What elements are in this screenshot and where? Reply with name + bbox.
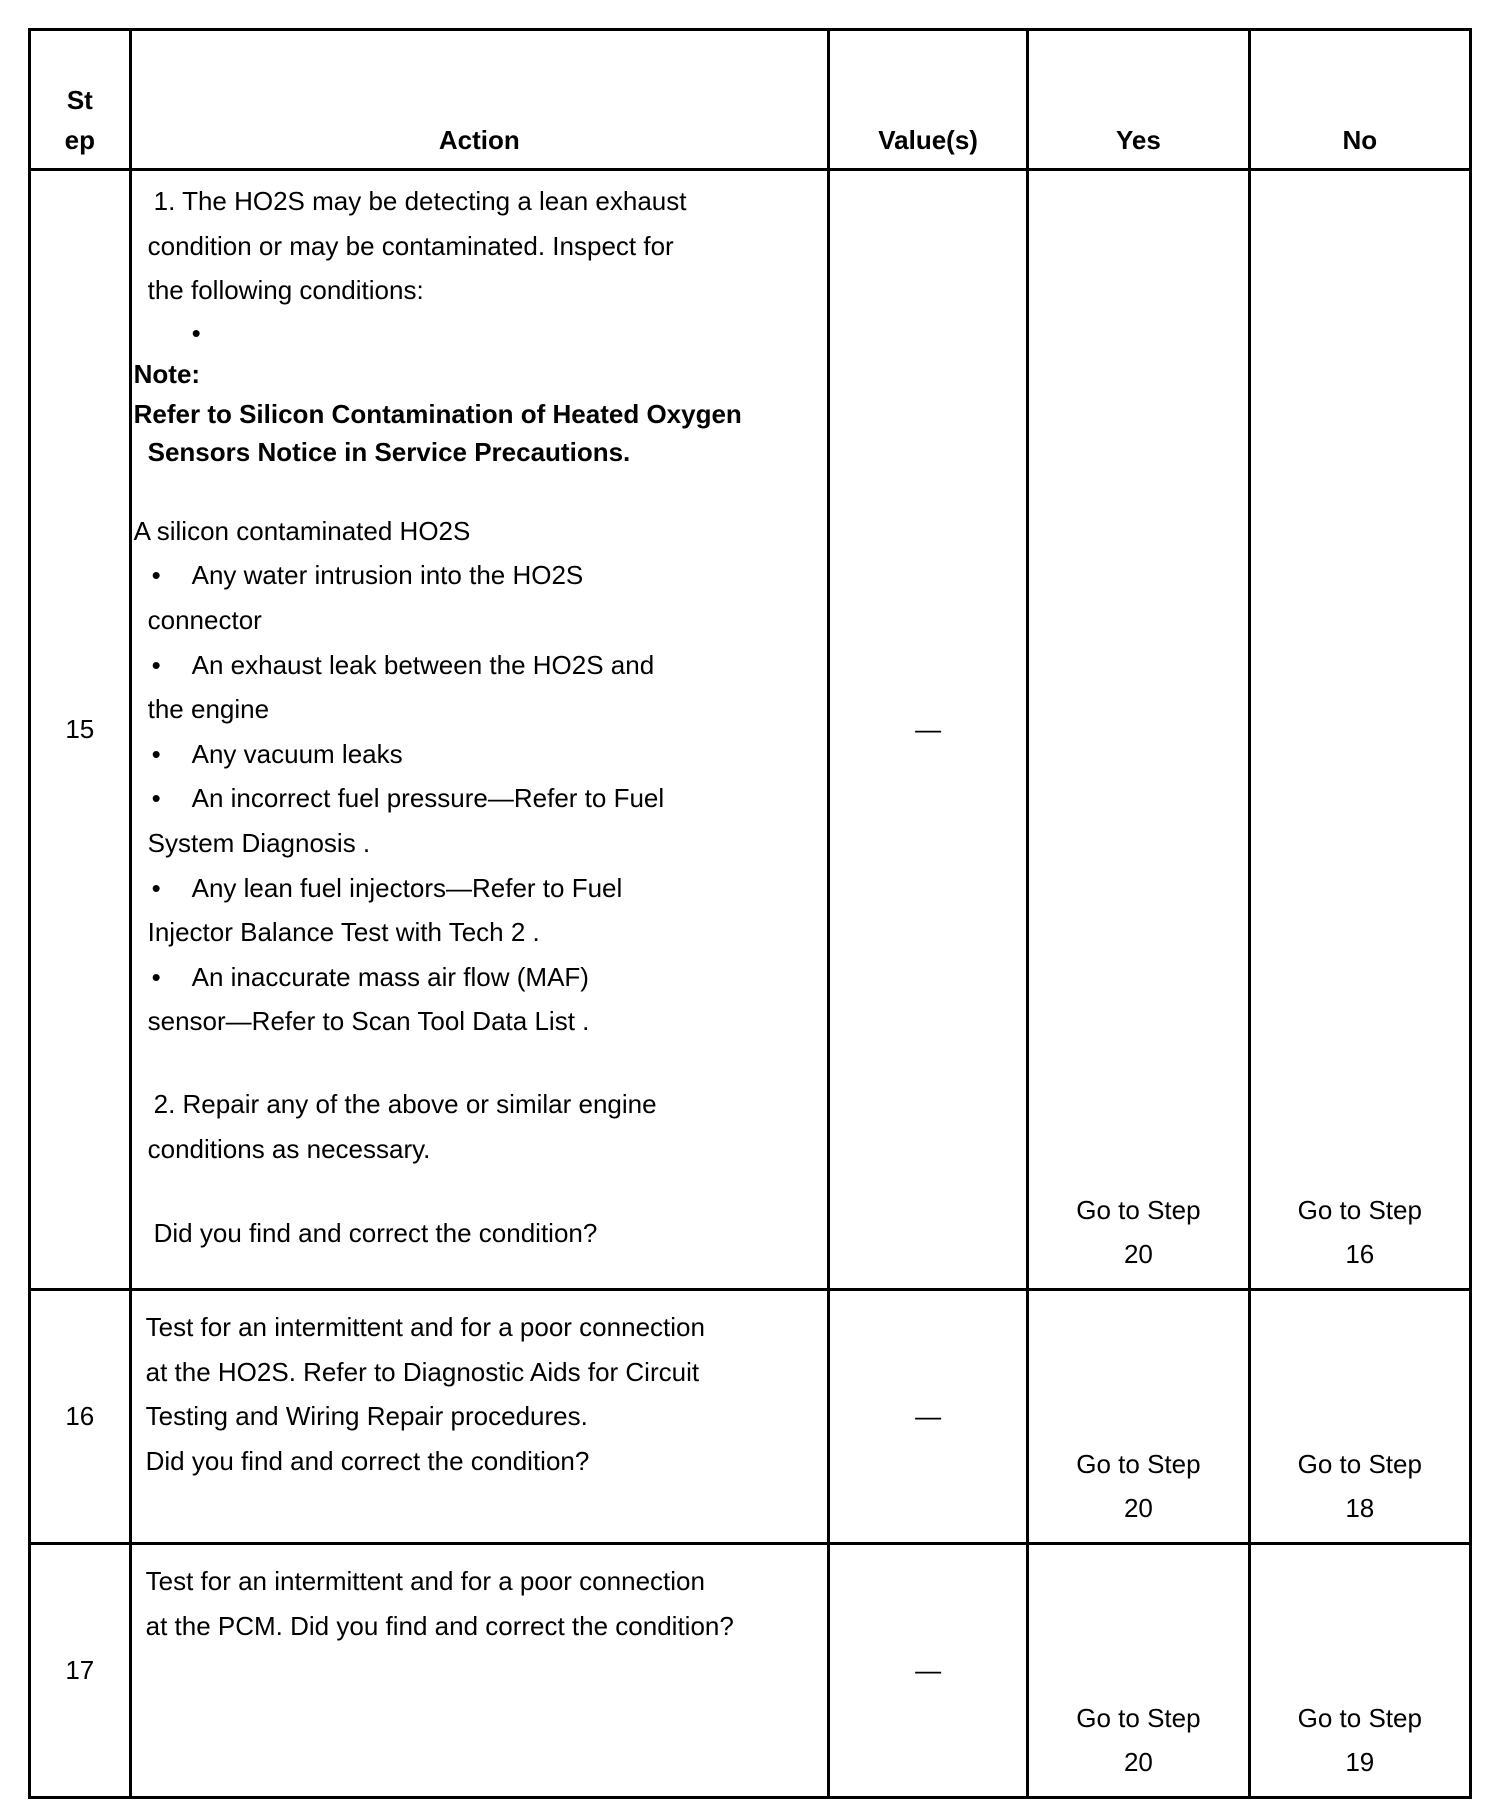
yes-cell: Go to Step 20 — [1028, 1544, 1249, 1798]
list-item: • An inaccurate mass air flow (MAF) — [151, 961, 589, 992]
list-item: • An exhaust leak between the HO2S and — [151, 649, 655, 680]
action-cell: Test for an intermittent and for a poor connection at the PCM. Did you find and correct the condition? — [130, 1544, 828, 1798]
step-number: 17 — [30, 1544, 131, 1798]
no-cell: Go to Step 16 — [1249, 170, 1470, 1290]
action-cell: 1. The HO2S may be detecting a lean exhaust condition or may be contaminated. Inspect for the following conditions: • Note: Refer to Silicon Contamination of Heated Oxygen Sensors Notice in Service Precautions. A silicon contaminated HO2S • Any water intrusion into the HO2S connector • An exhaust leak between the HO2S and the engine • Any vacuum leaks • An incorrect fuel pressure—Refer to Fuel System Diagnosis . • Any lean fuel injectors—Refer to Fuel Injector Balance Test with Tech 2 . • An inaccurate mass air flow (MAF) sensor—Refer to Scan Tool Data List . 2. Repair any of the above or similar engine conditions as necessary. Did you find and correct the condition? — [130, 170, 828, 1290]
table-row — [30, 170, 1471, 1290]
no-cell: Go to Step 19 — [1249, 1544, 1470, 1798]
yes-cell: Go to Step 20 — [1028, 170, 1249, 1290]
diagnostic-table — [28, 28, 1472, 1799]
value-cell: — — [828, 1290, 1027, 1544]
value-cell: — — [828, 1544, 1027, 1798]
table-row — [30, 1290, 1471, 1544]
header-step: St ep — [30, 30, 131, 170]
list-item: • An incorrect fuel pressure—Refer to Fuel — [151, 783, 665, 814]
question-text: Did you find and correct the condition? — [153, 1218, 598, 1249]
header-no: No — [1249, 30, 1470, 170]
yes-cell: Go to Step 20 — [1028, 1290, 1249, 1544]
action-cell: Test for an intermittent and for a poor connection at the HO2S. Refer to Diagnostic Aids for Circuit Testing and Wiring Repair procedures. Did you find and correct the condition? — [130, 1290, 828, 1544]
header-action: Action — [130, 30, 828, 170]
list-item: • Any water intrusion into the HO2S — [151, 560, 584, 591]
header-values: Value(s) — [828, 30, 1027, 170]
step-number: 15 — [30, 170, 131, 1290]
note-label: Note: — [133, 358, 201, 389]
silicon-text: A silicon contaminated HO2S — [133, 515, 471, 546]
table-row — [30, 1544, 1471, 1798]
header-row — [30, 30, 1471, 170]
empty-bullet: • — [191, 317, 201, 348]
value-cell: — — [828, 170, 1027, 1290]
list-item: • Any lean fuel injectors—Refer to Fuel — [151, 872, 623, 903]
list-item: • Any vacuum leaks — [151, 738, 403, 769]
no-cell: Go to Step 18 — [1249, 1290, 1470, 1544]
note-text: Refer to Silicon Contamination of Heated Oxygen — [133, 398, 742, 429]
step-number: 16 — [30, 1290, 131, 1544]
header-yes: Yes — [1028, 30, 1249, 170]
